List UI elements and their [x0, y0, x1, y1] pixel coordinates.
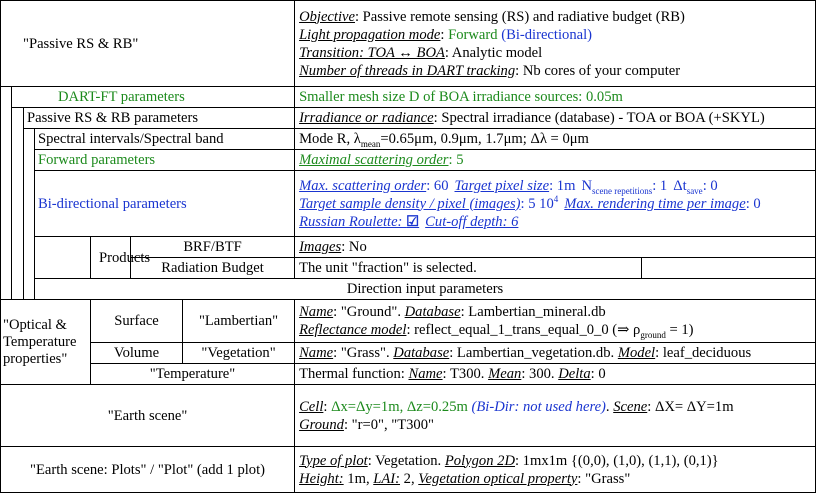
rsrb-value: Irradiance or radiance: Spectral irradiance (database) - TOA or BOA (+SKYL): [295, 108, 816, 129]
threads-line: Number of threads in DART tracking: Nb cores of your computer: [299, 62, 681, 79]
row-volume: [1, 343, 816, 364]
rb-label: Radiation Budget: [131, 258, 295, 279]
mode-bidir: (Bi-directional): [501, 26, 593, 43]
surface-value: Name: "Ground". Database: Lambertian_mineral.db Reflectance model: reflect_equal_1_trans_equal_0_0 (⇒ $\rho_{ground} = 1$): [295, 300, 816, 343]
optical-label: "Optical & Temperature properties": [1, 300, 91, 385]
surface-type: "Lambertian": [183, 300, 295, 343]
spectral-label: Spectral intervals/Spectral band: [35, 129, 295, 150]
row-forward: [1, 150, 816, 171]
earth-label: "Earth scene": [1, 385, 295, 447]
rsrb-label: Passive RS & RB parameters: [24, 108, 295, 129]
bidir-line-2: Target sample density / pixel (images): 5 $10^4$ Max. rendering time per image: 0: [299, 193, 761, 212]
direction-label: Direction input parameters: [35, 279, 816, 300]
rb-value-cell: [295, 258, 816, 279]
bidir-values: [295, 171, 816, 237]
row-earth-scene: [1, 385, 816, 447]
row-passive: [1, 1, 816, 87]
bidir-label: Bi-directional parameters: [35, 171, 295, 237]
row-bidir: [1, 171, 816, 237]
row-plots: [1, 447, 816, 493]
row-dartft: [1, 87, 816, 108]
plots-value: Type of plot: Vegetation. Polygon 2D: 1mx1m {(0,0), (1,0), (1,1), (0,1)} Height: 1m, LAI: 2, Vegetation optical property: "Grass": [295, 447, 816, 493]
brf-label: BRF/BTF: [131, 237, 295, 258]
row-direction: [1, 279, 816, 300]
rb-value: The unit "fraction" is selected.: [295, 258, 642, 278]
bidir-line-1: Max. scattering order: 60 Target pixel size: 1m $N_{scene repetitions}$: 1 $\Delta t_{save}$: 0: [299, 177, 718, 196]
surface-label: Surface: [91, 300, 183, 343]
brf-value: Images: No: [295, 237, 816, 258]
mode-forward: Forward: [448, 26, 498, 43]
bidir-line-3: Russian Roulette: ☑ Cut-off depth: 6: [299, 213, 519, 230]
spectral-value: Mode R, $\lambda_{mean}=0.65\mu m$, 0.9μm, 1.7μm; Δλ = 0μm: [295, 129, 816, 150]
row-surface: [1, 300, 816, 343]
russian-roulette-checkbox[interactable]: ☑: [406, 213, 420, 230]
objective-line: Objective: Passive remote sensing (RS) and radiative budget (RB): [299, 8, 685, 25]
forward-label: Forward parameters: [35, 150, 295, 171]
transition-line: Transition: TOA ↔ BOA: Analytic model: [299, 44, 543, 61]
mode-line: Light propagation mode: Forward (Bi-directional): [299, 26, 593, 43]
temperature-label: "Temperature": [91, 364, 295, 385]
passive-values: [295, 1, 816, 87]
volume-type: "Vegetation": [183, 343, 295, 364]
dartft-label: DART-FT parameters: [12, 87, 295, 108]
row-rsrb: [1, 108, 816, 129]
passive-label: "Passive RS & RB": [23, 35, 139, 52]
forward-value: Maximal scattering order: 5: [295, 150, 816, 171]
row-brf: [1, 237, 816, 258]
products-label: Products: [91, 237, 131, 279]
plots-label: "Earth scene: Plots" / "Plot" (add 1 plot): [1, 447, 295, 493]
earth-value: Cell: Δx=Δy=1m, Δz=0.25m (Bi-Dir: not used here). Scene: ΔX= ΔY=1m Ground: "r=0", "T300": [295, 385, 816, 447]
temperature-value: Thermal function: Name: T300. Mean: 300. Delta: 0: [295, 364, 816, 385]
row-spectral: [1, 129, 816, 150]
passive-label-cell: [1, 1, 295, 87]
volume-label: Volume: [91, 343, 183, 364]
dartft-value: Smaller mesh size D of BOA irradiance sources: 0.05m: [295, 87, 816, 108]
volume-value: Name: "Grass". Database: Lambertian_vegetation.db. Model: leaf_deciduous: [295, 343, 816, 364]
row-temperature: [1, 364, 816, 385]
